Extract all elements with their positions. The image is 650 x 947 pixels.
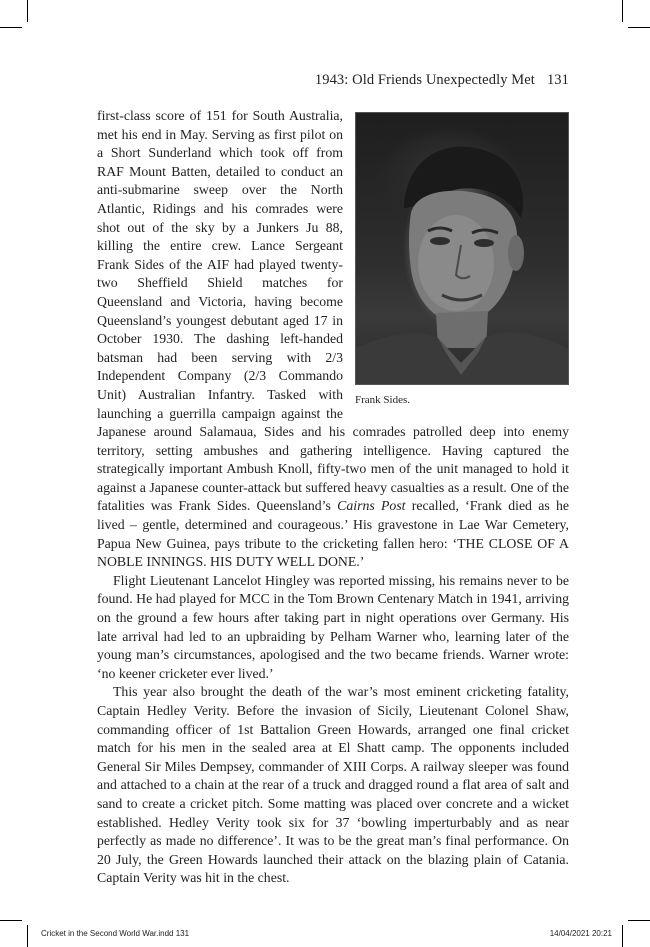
crop-mark (628, 27, 650, 28)
crop-mark (0, 27, 22, 28)
body-text (97, 107, 569, 888)
crop-mark (27, 0, 28, 22)
crop-mark (628, 920, 650, 921)
figure (355, 112, 569, 410)
figure-caption: Frank Sides. (355, 394, 410, 406)
running-title: 1943: Old Friends Unexpectedly Met (314, 72, 535, 88)
print-footer (41, 929, 612, 938)
running-header (315, 72, 569, 89)
paragraph: This year also brought the death of the war’s most eminent cricketing fatality, Captain Hedley Verity. Before the invasion of Sicily, Lieutenant Colonel Shaw, commanding officer of 1st Battalion Green Howards, arranged one final cricket match for his men in the sealed area at El Shatt camp. The opponents included General Sir Miles Dempsey, commander of XIII Corps. A railway sleeper was found and attached to a chain at the rear of a truck and dragged round a flat area of salt and sand to create a cricket pitch. Some matting was placed over concrete and a wicket established. Hedley Verity took six for 37 ‘bowling imperturbably and as near perfectly as made no difference’. It was to be the great man’s final performance. On 20 July, the Green Howards launched their attack on the blazing plain of Catania. Captain Verity was hit in the chest. (97, 684, 569, 886)
page-number: 131 (546, 72, 569, 88)
portrait-illustration (356, 113, 568, 384)
newspaper-title: Cairns Post (337, 498, 406, 514)
footer-timestamp: 14/04/2021 20:21 (549, 929, 612, 938)
crop-mark (27, 925, 28, 947)
portrait-photo (355, 112, 569, 385)
crop-mark (622, 925, 623, 947)
crop-mark (622, 0, 623, 22)
paragraph: first-class score of 151 for South Australia, met his end in May. Serving as first pilot on a Short Sunderland which took off from RAF Mount Batten, detailed to conduct an anti-submarine sweep over the North Atlantic, Ridings and his comrades were shot out of the sky by a Junkers Ju 88, killing the entire crew. Lance Sergeant Frank Sides of the AIF had played twenty-two Sheffield Shield matches for Queensland and Victoria, having become Queensland’s youngest debutant aged 17 in October 1930. The dashing left-handed batsman had been serving with 2/3 Independent Company (2/3 Commando Unit) Australian Infantry. Tasked with launching a guerrilla campaign against the Japanese around Salamaua, Sides and his comrades patrolled deep into enemy territory, setting ambushes and gathering intelligence. Having captured the strategically important Ambush Knoll, fifty-two men of the unit managed to hold it against a Japanese counter-attack but suffered heavy casualties as a result. One of the fatalities was Frank Sides. Queensland’s Cairns Post recalled, ‘Frank died as he lived – gentle, determined and courageous.’ His gravestone in Lae War Cemetery, Papua New Guinea, pays tribute to the cricketing fallen hero: ‘THE CLOSE OF A NOBLE INNINGS. HIS DUTY WELL DONE.’ (97, 108, 570, 570)
footer-file: Cricket in the Second World War.indd 131 (41, 929, 190, 938)
crop-mark (0, 920, 22, 921)
paragraph: Flight Lieutenant Lancelot Hingley was reported missing, his remains never to be found. He had played for MCC in the Tom Brown Centenary Match in 1941, arriving on the ground a few hours after taking part in night operations over Germany. His late arrival had led to an upbraiding by Pelham Warner who, learning later of the young man’s circumstances, apologised and the two became friends. Warner wrote: ‘no keener cricketer ever lived.’ (97, 572, 569, 681)
